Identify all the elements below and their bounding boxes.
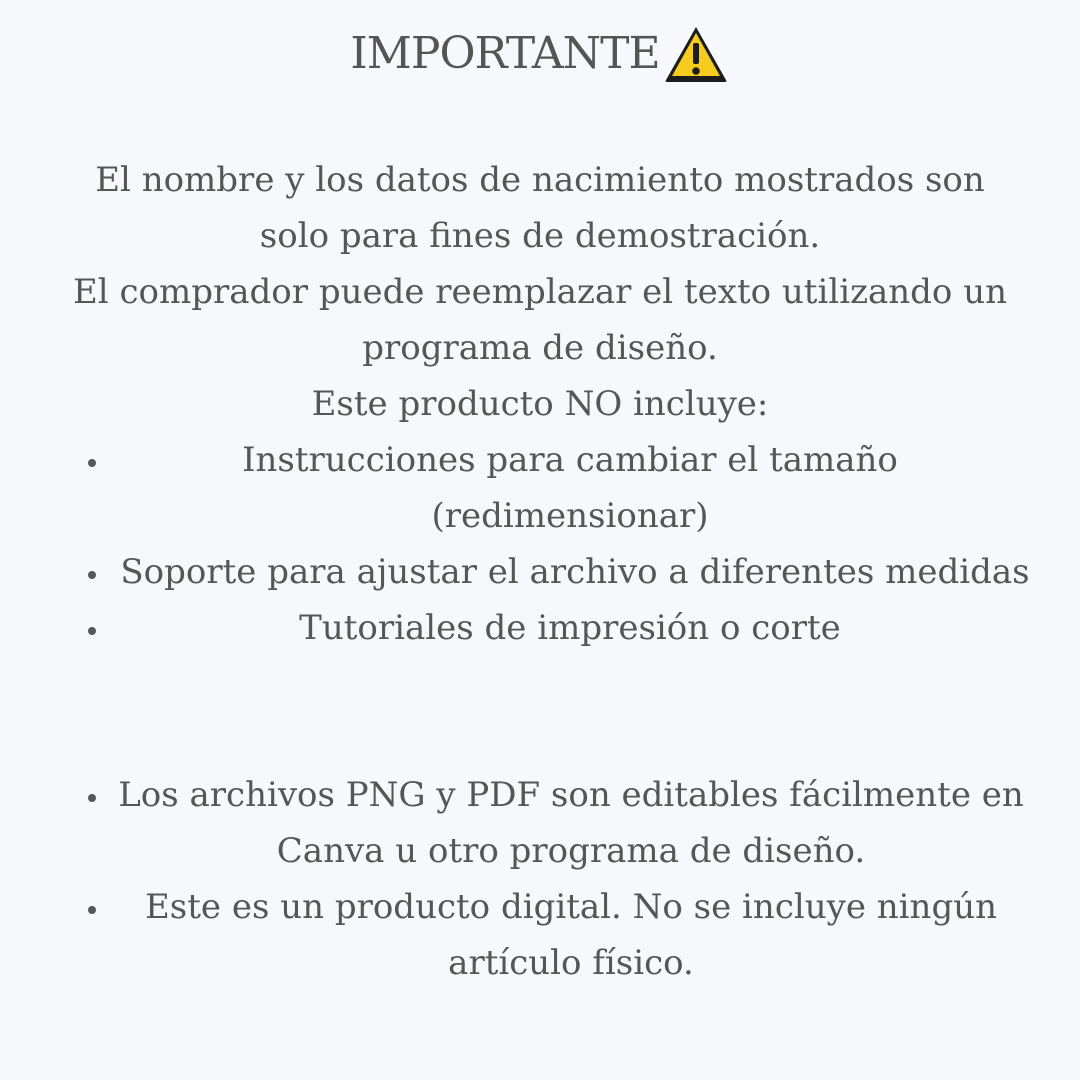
bullet-text-line-2: (redimensionar) [431,496,709,536]
not-included-item-resize-instructions [0,440,1080,536]
bullet-text-line-1: Este es un producto digital. No se incluye ningún [144,887,998,927]
note-item-editable-files [0,775,1080,871]
bullet-icon [88,794,96,802]
not-included-item-tutorials [0,608,1080,648]
bullet-icon [88,459,96,467]
intro-line-4: programa de diseño. [362,328,718,368]
warning-icon [662,23,730,85]
bullet-text-line-2: artículo físico. [448,943,694,983]
bullet-text-line-1: Soporte para ajustar el archivo a diferentes medidas [120,552,1030,592]
page-title: IMPORTANTE [350,28,660,79]
intro-line-1: El nombre y los datos de nacimiento mostrados son [95,160,985,200]
bullet-text-line-1: Los archivos PNG y PDF son editables fácilmente en [118,775,1024,815]
intro-line-2: solo para fines de demostración. [259,216,821,256]
bullet-icon [88,627,96,635]
bullet-icon [88,571,96,579]
heading-row [0,22,1080,86]
note-item-digital-product [0,887,1080,983]
bullet-icon [88,906,96,914]
not-included-item-support [0,552,1080,592]
bullet-text-line-1: Instrucciones para cambiar el tamaño [242,440,898,480]
bullet-text-line-2: Canva u otro programa de diseño. [276,831,866,871]
intro-line-3: El comprador puede reemplazar el texto utilizando un [72,272,1007,312]
bullet-text-line-1: Tutoriales de impresión o corte [299,608,841,648]
not-included-heading: Este producto NO incluye: [311,384,769,424]
